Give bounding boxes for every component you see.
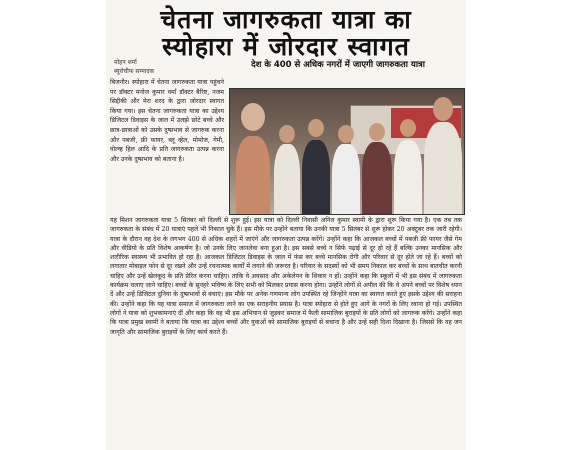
photo-person-head [400,119,416,137]
photo-person-head [308,119,324,137]
subheadline: देश के 400 से अधिक नगरों में जाएगी जागरुकता यात्रा [251,60,425,70]
headline-line-1: चेतना जागरुकता यात्रा का [160,5,412,34]
headline-line-2: स्योहारा में जोरदार स्वागत [162,32,410,61]
newspaper-clipping [106,0,466,450]
photo-person-head [241,103,265,131]
photo-person-head [433,97,453,121]
photo-person-head [279,125,295,143]
photo-person [236,136,270,214]
news-photo [229,88,465,215]
photo-person [274,144,300,214]
photo-person-head [369,123,385,141]
byline-name: मोहन शर्मा [114,59,137,66]
photo-person [424,122,462,214]
photo-person [332,144,360,214]
photo-person [362,142,392,214]
photo-person-head [338,125,354,143]
article-body-main: यह मिशन जागरुकता यात्रा 5 सितंबर को दिल्ली से शुरू हुई। इस यात्रा को दिल्ली निवासी अनिल कुमार स्वामी के द्वारा शुरू किया गया है। एक तब तक जागरुकता के संबंध में 20 यात्राएं पहले भी निकाल चुके हैं। इस मौके पर उन्होंने बताया कि उनकी यात्रा 5 सितंबर से शुरू होकर 20 अक्टूबर तक जारी रहेगी। यात्रा के दौरान वह देश के लगभग 400 से अधिक शहरों में जाएंगे और जागरुकता उत्पन्न करेंगे। उन्होंने कहा कि आजकल बच्चों में पबजी फ्री फायर जैसे गेम और वीडियो के प्रति विशेष आकर्षण है। जो उनके लिए जानलेवा बना हुआ है। इस सबसे बच्चे न सिर्फ पढ़ाई से दूर हो रहे हैं बल्कि उनका मानसिक और शारीरिक स्वास्थ्य भी प्रभावित हो रहा है। आजकल डिजिटल डिवाइस के जाल में फंस कर बच्चे मानसिक रोगी और परिवार से दूर होते जा रहे हैं। बच्चों को लगातार मोबाइल फोन से दूर रखने और उन्हें रचनात्मक कार्यों में लगाने की जरूरत है। परिवार के सदस्यों को भी समय निकाल कर बच्चों के साथ बातचीत करनी चाहिए और उन्हें खेलकूद के प्रति प्रेरित करना चाहिए। ताकि वे अवसाद और अकेलेपन के शिकार न हों। उन्होंने कहा कि स्कूलों में भी इस संबंध में जागरुकता कार्यक्रम चलाए जाने चाहिए। बच्चों के सुनहरे भविष्य के लिए सभी को मिलकर प्रयास करना होगा। उन्होंने लोगों से अपील की कि वे अपने बच्चों पर विशेष ध्यान दें और उन्हें डिजिटल दुनिया के दुष्प्रभावों से बचाएं। इस मौके पर अनेक गणमान्य लोग उपस्थित रहे जिन्होंने यात्रा का स्वागत करते हुए इसके उद्देश्य की सराहना की। उन्होंने कहा कि यह यात्रा समाज में जागरुकता लाने का एक सराहनीय प्रयास है। यात्रा स्योहारा से होते हुए आगे के नगरों के लिए रवाना हो गई। उपस्थित लोगों ने यात्रा को शुभकामनाएं दीं और कहा कि वह भी इस अभियान से जुड़कर समाज में फैली सामाजिक बुराइयों के प्रति लोगों को जागरुक करेंगे। उन्होंने कहा कि यात्रा प्रमुख स्वामी ने बताया कि यात्रा का उद्देश्य बच्चों और युवाओं को सामाजिक बुराइयों से बचाना है और उन्हें सही दिशा दिखाना है। जिससे कि वह जन जागृति और सामाजिक बुराइयों के लिए कार्य करते हैं। [110,217,462,336]
byline-role: ब्यूरोचीफ सम्पादक [114,68,155,75]
article-body-left-column: बिजनौर। स्योहारा में चेतना जागरुकता यात्रा पहुंचने पर डॉक्टर मनोज कुमार वर्मा डॉक्टर बैरिष्ट, नजम सिद्दीकी और मेरा शरद के द्वारा जोरदार स्वागत किया गया। इस चेतना जागरुकता यात्रा का उद्देश्य डिजिटल डिवाइस के जाल में उलझे छोटे बच्चे और छात्र-छात्राओं को उसके दुष्प्रभाव से जागरुक करना और पबजी, फ्री फायर, ब्लू व्हेल, मोमोज, गेमी, वोल्व्ह हिल आदि के प्रति जागरुकता उत्पन्न करना और उनके दुष्प्रभाव को बताना है। [110,79,224,163]
byline [114,58,154,76]
photo-person [302,140,330,214]
photo-person [394,140,422,214]
